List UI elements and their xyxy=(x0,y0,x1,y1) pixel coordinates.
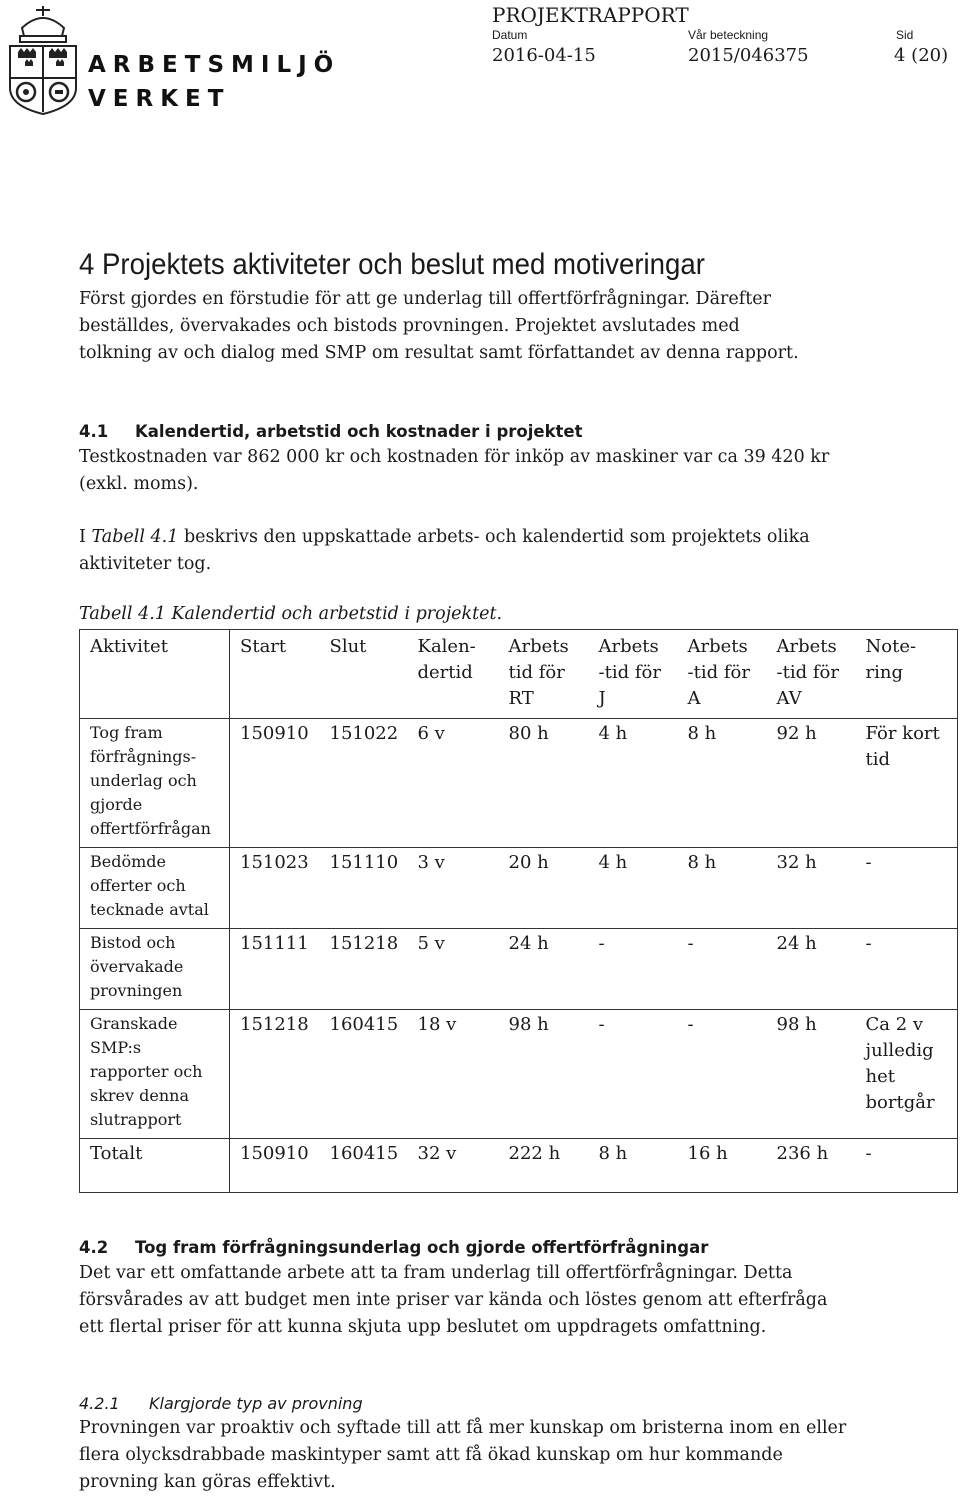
column-header: Kalen- dertid xyxy=(408,630,499,719)
column-header: Arbets -tid för A xyxy=(678,630,767,719)
table-cell: - xyxy=(678,1010,767,1139)
table-row xyxy=(80,848,958,929)
table-row xyxy=(80,1010,958,1139)
table-cell: 3 v xyxy=(408,848,499,929)
page-label: Sid xyxy=(896,28,914,42)
column-header: Start xyxy=(230,630,320,719)
table-cell: Bistod och övervakade provningen xyxy=(80,929,230,1010)
section-4-1-heading xyxy=(79,422,583,441)
table-cell: 160415 xyxy=(320,1010,408,1139)
table-cell: 150910 xyxy=(230,1139,320,1193)
reference-label: Vår beteckning xyxy=(688,28,769,42)
table-cell: 32 v xyxy=(408,1139,499,1193)
table-cell: 24 h xyxy=(499,929,589,1010)
column-header: Arbets -tid för AV xyxy=(767,630,856,719)
table-cell: 20 h xyxy=(499,848,589,929)
table-cell: 18 v xyxy=(408,1010,499,1139)
table-cell: 151218 xyxy=(320,929,408,1010)
section-title: Tog fram förfrågningsunderlag och gjorde offertförfrågningar xyxy=(135,1238,709,1257)
section-4-2-1-paragraph: Provningen var proaktiv och syftade till att få mer kunskap om bristerna inom en eller flera olycksdrabbade maskintyper samt att få ökad kunskap om hur kommande provning kan göras effektivt. xyxy=(79,1418,847,1492)
text: I xyxy=(79,527,92,547)
table-cell: 222 h xyxy=(499,1139,589,1193)
section-4-heading: 4 Projektets aktiviteter och beslut med motiveringar xyxy=(79,248,705,281)
table-cell: - xyxy=(589,929,678,1010)
column-header: Arbets tid för RT xyxy=(499,630,589,719)
section-4-2-paragraph: Det var ett omfattande arbete att ta fram underlag till offertförfrågningar. Detta försvårades av att budget men inte priser var kända och löstes genom att efterfråga ett flertal priser för att kunna skjuta upp beslutet om uppdragets omfattning. xyxy=(79,1263,828,1337)
column-header: Aktivitet xyxy=(80,630,230,719)
table-cell: 8 h xyxy=(678,719,767,848)
table-cell: 151110 xyxy=(320,848,408,929)
table-row xyxy=(80,719,958,848)
section-title: Klargjorde typ av provning xyxy=(149,1394,363,1413)
table-cell: 5 v xyxy=(408,929,499,1010)
table-row xyxy=(80,929,958,1010)
section-4-1-paragraph-2 xyxy=(79,524,819,578)
time-table xyxy=(79,629,958,1193)
date-label: Datum xyxy=(492,28,528,42)
section-title: Kalendertid, arbetstid och kostnader i projektet xyxy=(135,422,583,441)
table-cell: - xyxy=(856,1139,958,1193)
table-cell: Granskade SMP:s rapporter och skrev denna slutrapport xyxy=(80,1010,230,1139)
table-cell: 32 h xyxy=(767,848,856,929)
table-cell: 150910 xyxy=(230,719,320,848)
column-header: Slut xyxy=(320,630,408,719)
table-cell: - xyxy=(856,929,958,1010)
text: beskrivs den uppskattade arbets- och kalendertid som projektets olika aktiviteter tog. xyxy=(79,527,810,574)
table-cell: 24 h xyxy=(767,929,856,1010)
table-cell: Bedömde offerter och tecknade avtal xyxy=(80,848,230,929)
org-name-line1: ARBETSMILJÖ xyxy=(88,52,341,78)
section-4-1-paragraph-1: Testkostnaden var 862 000 kr och kostnaden för inköp av maskiner var ca 39 420 kr (exkl. moms). xyxy=(79,447,830,494)
table-cell: 80 h xyxy=(499,719,589,848)
table-cell: 4 h xyxy=(589,719,678,848)
table-cell: 98 h xyxy=(767,1010,856,1139)
reference-value: 2015/046375 xyxy=(688,45,809,66)
date-value: 2016-04-15 xyxy=(492,45,596,66)
section-number: 4.2 xyxy=(79,1238,109,1257)
section-4-paragraph: Först gjordes en förstudie för att ge underlag till offertförfrågningar. Därefter beställdes, övervakades och bistods provningen. Projektet avslutades med tolkning av och dialog med SMP om resultat samt författandet av denna rapport. xyxy=(79,289,799,363)
table-cell: 151111 xyxy=(230,929,320,1010)
table-cell: 151023 xyxy=(230,848,320,929)
table-cell: 151022 xyxy=(320,719,408,848)
table-cell: 8 h xyxy=(589,1139,678,1193)
table-cell: 236 h xyxy=(767,1139,856,1193)
table-cell: Totalt xyxy=(80,1139,230,1193)
column-header: Arbets -tid för J xyxy=(589,630,678,719)
document-type: PROJEKTRAPPORT xyxy=(492,3,689,27)
swedish-crest-logo xyxy=(6,6,80,116)
table-cell: - xyxy=(856,848,958,929)
section-number: 4.1 xyxy=(79,422,109,441)
page-number: 4 (20) xyxy=(894,45,949,66)
org-name-line2: VERKET xyxy=(88,86,231,112)
section-4-2-heading xyxy=(79,1238,708,1257)
column-header: Note- ring xyxy=(856,630,958,719)
table-cell: Tog fram förfrågnings-underlag och gjorde offertförfrågan xyxy=(80,719,230,848)
section-4-2-1-heading xyxy=(79,1394,363,1413)
table-cell: 8 h xyxy=(678,848,767,929)
table-total-row xyxy=(80,1139,958,1193)
table-cell: 151218 xyxy=(230,1010,320,1139)
table-reference-link[interactable]: Tabell 4.1 xyxy=(91,527,179,547)
table-cell: 98 h xyxy=(499,1010,589,1139)
table-cell: 160415 xyxy=(320,1139,408,1193)
table-cell: 92 h xyxy=(767,719,856,848)
table-caption: Tabell 4.1 Kalendertid och arbetstid i projektet. xyxy=(79,604,503,624)
section-number: 4.2.1 xyxy=(79,1394,120,1413)
table-cell: - xyxy=(678,929,767,1010)
table-cell: Ca 2 v julledig het bortgår xyxy=(856,1010,958,1139)
table-cell: 6 v xyxy=(408,719,499,848)
table-cell: 4 h xyxy=(589,848,678,929)
table-cell: För kort tid xyxy=(856,719,958,848)
table-cell: - xyxy=(589,1010,678,1139)
table-header-row xyxy=(80,630,958,719)
table-cell: 16 h xyxy=(678,1139,767,1193)
